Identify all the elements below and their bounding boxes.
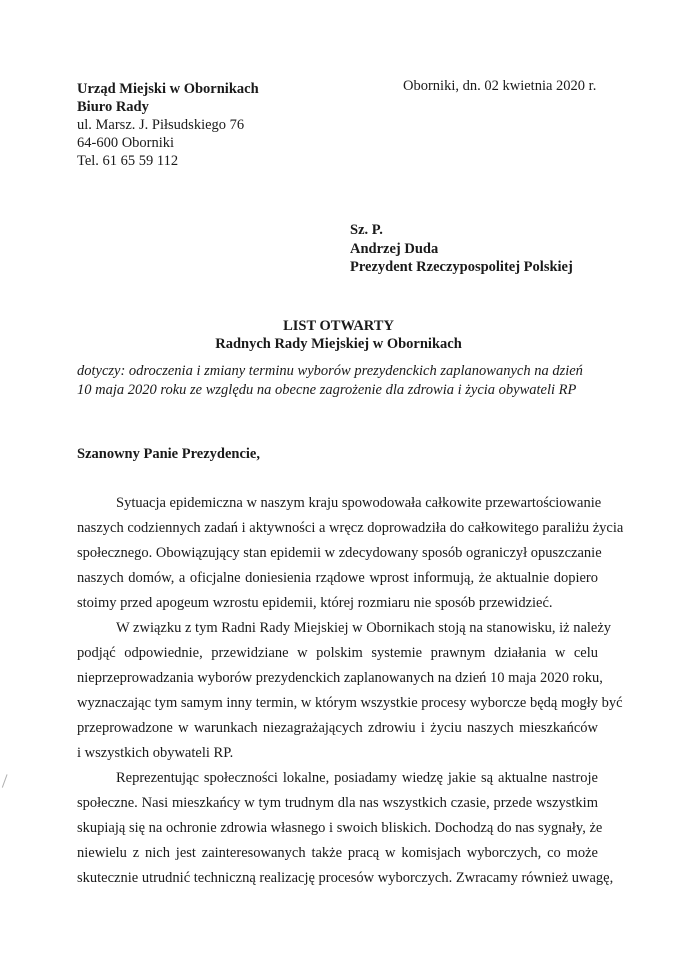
paragraph-line: i wszystkich obywateli RP. xyxy=(77,745,234,761)
subject-line-1: dotyczy: odroczenia i zmiany terminu wyborów prezydenckich zaplanowanych na dzień xyxy=(77,363,583,379)
sender-city: 64-600 Oborniki xyxy=(77,135,175,151)
paragraph-line: skupiają się na ochronie zdrowia własnego i swoich bliskich. Dochodzą do nas sygnały, że xyxy=(77,820,603,836)
paragraph-line: skutecznie utrudnić techniczną realizację procesów wyborczych. Zwracamy również uwagę, xyxy=(77,870,614,886)
paragraph-line: wyznaczając tym samym inny termin, w którym wszystkie procesy wyborcze będą mogły być xyxy=(77,695,623,711)
paragraph-line: podjąć odpowiednie, przewidziane w polskim systemie prawnym działania w celu xyxy=(77,645,598,661)
paragraph-line: W związku z tym Radni Rady Miejskiej w Obornikach stoją na stanowisku, iż należy xyxy=(116,620,612,636)
sender-office: Urząd Miejski w Obornikach xyxy=(77,81,259,97)
paragraph-2 xyxy=(77,616,623,766)
letter-subtitle: Radnych Rady Miejskiej w Obornikach xyxy=(215,336,462,352)
paragraph-line: przeprowadzone w warunkach niezagrażających zdrowiu i życiu naszych mieszkańców xyxy=(77,720,598,736)
paragraph-line: Sytuacja epidemiczna w naszym kraju spowodowała całkowite przewartościowanie xyxy=(116,495,602,511)
subject-line-2: 10 maja 2020 roku ze względu na obecne zagrożenie dla zdrowia i życia obywateli RP xyxy=(77,382,577,398)
paragraph-line: naszych domów, a oficjalne doniesienia rządowe wprost informują, że aktualnie dopiero xyxy=(77,570,598,586)
paragraph-1 xyxy=(77,491,624,616)
recipient-salutation: Sz. P. xyxy=(350,222,383,238)
paragraph-line: niewielu z nich jest zainteresowanych także pracą w komisjach wyborczych, co może xyxy=(77,845,598,861)
paragraph-line: Reprezentując społeczności lokalne, posiadamy wiedzę jakie są aktualne nastroje xyxy=(116,770,598,786)
sender-department: Biuro Rady xyxy=(77,99,149,115)
sender-street: ul. Marsz. J. Piłsudskiego 76 xyxy=(77,117,245,133)
recipient-title: Prezydent Rzeczypospolitej Polskiej xyxy=(350,259,573,275)
letter-date: Oborniki, dn. 02 kwietnia 2020 r. xyxy=(403,78,597,94)
paragraph-line: społeczne. Nasi mieszkańcy w tym trudnym dla nas wszystkich czasie, przede wszystkim xyxy=(77,795,598,811)
greeting: Szanowny Panie Prezydencie, xyxy=(77,446,260,462)
paragraph-line: naszych codziennych zadań i aktywności a wręcz doprowadziła do całkowitego paraliżu życia xyxy=(77,520,624,536)
margin-pencil-mark xyxy=(2,774,13,790)
paragraph-3 xyxy=(77,766,614,891)
paragraph-line: stoimy przed apogeum wzrostu epidemii, której rozmiaru nie sposób przewidzieć. xyxy=(77,595,553,611)
recipient-name: Andrzej Duda xyxy=(350,241,439,257)
paragraph-line: nieprzeprowadzania wyborów prezydenckich zaplanowanych na dzień 10 maja 2020 roku, xyxy=(77,670,603,686)
letter-title: LIST OTWARTY xyxy=(283,318,394,334)
sender-phone: Tel. 61 65 59 112 xyxy=(77,153,179,169)
paragraph-line: społecznego. Obowiązujący stan epidemii w zdecydowany sposób ograniczył opuszczanie xyxy=(77,545,602,561)
